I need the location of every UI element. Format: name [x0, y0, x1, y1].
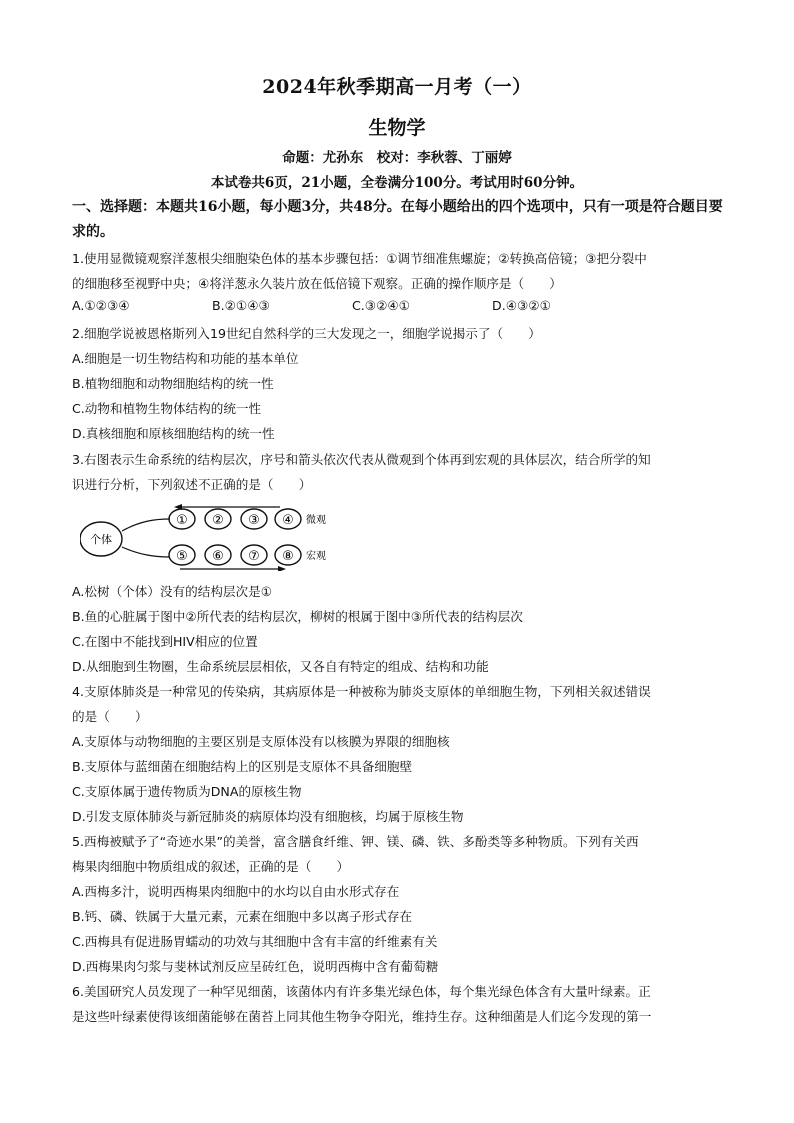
q3-option-b: B.鱼的心脏属于图中②所代表的结构层次，柳树的根属于图中③所代表的结构层次: [72, 609, 523, 624]
q5-stem-line2: 梅果肉细胞中物质组成的叙述，正确的是（ ）: [72, 859, 350, 874]
node-5-label: ⑤: [176, 549, 188, 564]
node-7-label: ⑦: [248, 549, 260, 564]
section-heading: 一、选择题：本题共16小题，每小题3分，共48分。在每小题给出的四个选项中，只有一项是符合题目要求的。: [72, 199, 723, 240]
subject-title: 生物学: [368, 117, 426, 139]
q1-stem-line2: 的细胞移至视野中央；④将洋葱永久装片放在低倍镜下观察。正确的操作顺序是（ ）: [72, 276, 562, 291]
node-2-label: ②: [212, 513, 224, 528]
exam-note: 本试卷共6页，21小题，全卷满分100分。考试用时60分钟。: [210, 175, 584, 191]
q4-stem-line1: 4.支原体肺炎是一种常见的传染病，其病原体是一种被称为肺炎支原体的单细胞生物，下列相关叙述错误: [72, 684, 651, 699]
q5-option-a: A.西梅多汁，说明西梅果肉细胞中的水均以自由水形式存在: [72, 884, 400, 899]
q3-stem-line1: 3.右图表示生命系统的结构层次，序号和箭头依次代表从微观到个体再到宏观的具体层次，结合所学的知: [72, 452, 651, 467]
q3-option-d: D.从细胞到生物圈，生命系统层层相依，又各自有特定的组成、结构和功能: [72, 659, 489, 674]
q3-stem-line2: 识进行分析，下列叙述不正确的是（ ）: [72, 477, 312, 492]
q2-option-b: B.植物细胞和动物细胞结构的统一性: [72, 376, 274, 391]
credits-line: 命题：尤孙东 校对：李秋蓉、丁丽婷: [282, 150, 512, 166]
exam-title: 2024年秋季期高一月考（一）: [262, 76, 532, 98]
q4-stem-line2: 的是（ ）: [72, 709, 148, 724]
node-3-label: ③: [248, 513, 260, 528]
q6-stem-line1: 6.美国研究人员发现了一种罕见细菌，该菌体内有许多集光绿色体，每个集光绿色体含有大量叶绿素。正: [72, 984, 651, 999]
q2-option-a: A.细胞是一切生物结构和功能的基本单位: [72, 351, 299, 366]
arrow-bottom-head: [278, 566, 286, 571]
q3-option-c: C.在图中不能找到HIV相应的位置: [72, 634, 258, 649]
node-4-label: ④: [282, 513, 294, 528]
q3-option-a: A.松树（个体）没有的结构层次是①: [72, 584, 272, 599]
q6-stem-line2: 是这些叶绿素使得该细菌能够在菌苔上同其他生物争夺阳光，维持生存。这种细菌是人们迄今发现的第一: [72, 1009, 652, 1024]
q2-option-d: D.真核细胞和原核细胞结构的统一性: [72, 426, 275, 441]
q4-option-a: A.支原体与动物细胞的主要区别是支原体没有以核膜为界限的细胞核: [72, 734, 450, 749]
q1-stem-line1: 1.使用显微镜观察洋葱根尖细胞染色体的基本步骤包括：①调节细准焦螺旋；②转换高倍镜；③把分裂中: [72, 251, 647, 266]
q2-stem: 2.细胞学说被恩格斯列入19世纪自然科学的三大发现之一，细胞学说揭示了（ ）: [72, 326, 541, 341]
diagram-center-label: 个体: [90, 533, 112, 546]
q2-option-c: C.动物和植物生物体结构的统一性: [72, 401, 262, 416]
q4-option-d: D.引发支原体肺炎与新冠肺炎的病原体均没有细胞核，均属于原核生物: [72, 809, 464, 824]
q1-option-c: C.③②④①: [352, 298, 410, 313]
connector-top: [122, 519, 170, 531]
node-8-label: ⑧: [282, 549, 294, 564]
q1-option-b: B.②①④③: [212, 298, 270, 313]
q5-option-c: C.西梅具有促进肠胃蠕动的功效与其细胞中含有丰富的纤维素有关: [72, 934, 438, 949]
q1-option-d: D.④③②①: [492, 298, 551, 313]
q5-stem-line1: 5.西梅被赋予了“奇迹水果”的美誉，富含膳食纤维、钾、镁、磷、铁、多酚类等多种物质。下列有关西: [72, 834, 639, 849]
life-system-diagram: [80, 503, 340, 571]
micro-label: 微观: [306, 515, 326, 526]
node-6-label: ⑥: [212, 549, 224, 564]
q4-option-b: B.支原体与蓝细菌在细胞结构上的区别是支原体不具备细胞壁: [72, 759, 413, 774]
macro-label: 宏观: [306, 551, 326, 562]
q5-option-b: B.钙、磷、铁属于大量元素，元素在细胞中多以离子形式存在: [72, 909, 413, 924]
q1-option-a: A.①②③④: [72, 298, 130, 313]
q4-option-c: C.支原体属于遗传物质为DNA的原核生物: [72, 784, 302, 799]
q5-option-d: D.西梅果肉匀浆与斐林试剂反应呈砖红色，说明西梅中含有葡萄糖: [72, 959, 439, 974]
connector-bottom: [122, 547, 170, 557]
node-1-label: ①: [176, 513, 188, 528]
